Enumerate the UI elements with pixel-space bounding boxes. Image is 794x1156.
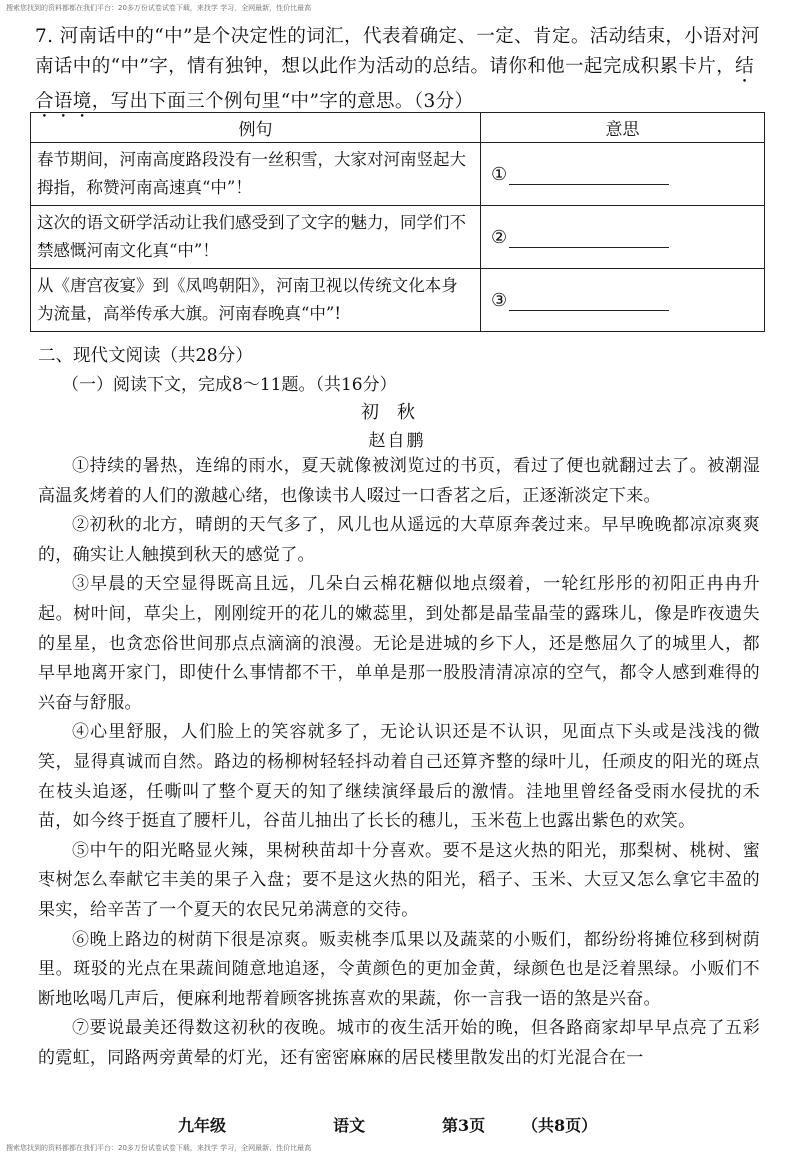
watermark-bottom: 搜索您找到的资料都都在我们平台：20多万份试卷试卷下载，来找学 学习，全网最新，性价比最高: [6, 1144, 312, 1152]
answer-cell-1[interactable]: [481, 143, 765, 206]
article-body: [38, 452, 760, 1073]
footer-subject: 语文: [333, 1116, 366, 1135]
answer-blank-2[interactable]: [509, 229, 669, 248]
accumulation-card-table: [30, 112, 765, 332]
question-7-emphasis: 结合语境: [35, 56, 755, 112]
question-7-tail: ，写出下面三个例句里“中”字的意思。（3分）: [91, 91, 474, 112]
article-title: 初秋: [361, 402, 433, 423]
paragraph-4: ④心里舒服，人们脸上的笑容就多了，无论认识还是不认识，见面点下头或是浅浅的微笑，显得真诚而自然。路边的杨柳树轻轻抖动着自己还算齐整的绿叶儿，任顽皮的阳光的斑点在枝头追逐，任嘶叫了整个夏天的知了继续演绎最后的激情。洼地里曾经备受雨水侵扰的禾苗，如今终于挺直了腰杆儿，谷苗儿抽出了长长的穗儿，玉米苞上也露出紫色的欢笑。: [38, 722, 760, 832]
table-row: [31, 143, 765, 206]
table-row: [31, 269, 765, 332]
answer-cell-2[interactable]: [481, 206, 765, 269]
footer-page: 第3页: [442, 1116, 486, 1135]
example-sentence-2: 这次的语文研学活动让我们感受到了文字的魅力，同学们不禁感慨河南文化真“中”！: [31, 206, 481, 269]
footer-grade: 九年级: [178, 1116, 227, 1135]
paragraph-2: ②初秋的北方，晴朗的天气多了，风儿也从遥远的大草原奔袭过来。早早晚晚都凉凉爽爽的，确实让人触摸到秋天的感觉了。: [38, 515, 760, 565]
answer-cell-3[interactable]: [481, 269, 765, 332]
article-author: 赵自鹏: [368, 431, 426, 451]
question-7: [35, 22, 765, 122]
answer-marker-2: ②: [491, 226, 508, 248]
section-heading: 二、现代文阅读（共28分）: [38, 346, 253, 366]
table-header-row: [31, 113, 765, 143]
question-7-intro: 7. 河南话中的“中”是个决定性的词汇，代表着确定、一定、肯定。活动结束，小语对河南话中的“中”字，情有独钟，想以此作为活动的总结。请你和他一起完成积累卡片，: [35, 26, 760, 77]
table-header-example: 例句: [31, 113, 481, 143]
watermark-top: 搜索您找到的资料都都在我们平台：20多万份试卷试卷下载，来找学 学习，全网最新，性价比最高: [6, 4, 312, 12]
example-sentence-1: 春节期间，河南高度路段没有一丝积雪，大家对河南竖起大拇指，称赞河南高速真“中”！: [31, 143, 481, 206]
answer-blank-1[interactable]: [509, 166, 669, 185]
subsection-heading: （一）阅读下文，完成8～11题。（共16分）: [62, 375, 397, 395]
footer-total: （共8页）: [522, 1116, 598, 1135]
paragraph-5: ⑤中午的阳光略显火辣，果树秧苗却十分喜欢。要不是这火热的阳光，那梨树、桃树、蜜枣树怎么奉献它丰美的果子入盘；要不是这火热的阳光，稻子、玉米、大豆又怎么拿它丰盈的果实，给辛苦了一个夏天的农民兄弟满意的交待。: [38, 840, 760, 920]
paragraph-1: ①持续的暑热，连绵的雨水，夏天就像被浏览过的书页，看过了便也就翻过去了。被潮湿高温炙烤着的人们的激越心绪，也像读书人啜过一口香茗之后，正逐渐淡定下来。: [38, 456, 760, 506]
answer-marker-1: ①: [491, 163, 508, 185]
paragraph-6: ⑥晚上路边的树荫下很是凉爽。贩卖桃李瓜果以及蔬菜的小贩们，都纷纷将摊位移到树荫里。斑驳的光点在果蔬间随意地追逐，令黄颜色的更加金黄，绿颜色也是泛着黑绿。小贩们不断地吆喝几声后，便麻利地帮着顾客挑拣喜欢的果蔬，你一言我一语的煞是兴奋。: [38, 929, 760, 1009]
paragraph-7: ⑦要说最美还得数这初秋的夜晚。城市的夜生活开始的晚，但各路商家却早早点亮了五彩的霓虹，同路两旁黄晕的灯光，还有密密麻麻的居民楼里散发出的灯光混合在一: [38, 1018, 760, 1068]
answer-blank-3[interactable]: [509, 292, 669, 311]
paragraph-3: ③早晨的天空显得既高且远，几朵白云棉花糖似地点缀着，一轮红彤彤的初阳正冉冉升起。树叶间，草尖上，刚刚绽开的花儿的嫩蕊里，到处都是晶莹晶莹的露珠儿，像是昨夜遗失的星星，也贪恋俗世间那点点滴滴的浪漫。无论是进城的乡下人，还是憋屈久了的城里人，都早早地离开家门，即使什么事情都不干，单单是那一股股清清凉凉的空气，都令人感到难得的兴奋与舒服。: [38, 574, 760, 713]
table-row: [31, 206, 765, 269]
table-header-meaning: 意思: [481, 113, 765, 143]
example-sentence-3: 从《唐宫夜宴》到《凤鸣朝阳》，河南卫视以传统文化本身为流量，高举传承大旗。河南春晚真“中”!: [31, 269, 481, 332]
answer-marker-3: ③: [491, 289, 508, 311]
